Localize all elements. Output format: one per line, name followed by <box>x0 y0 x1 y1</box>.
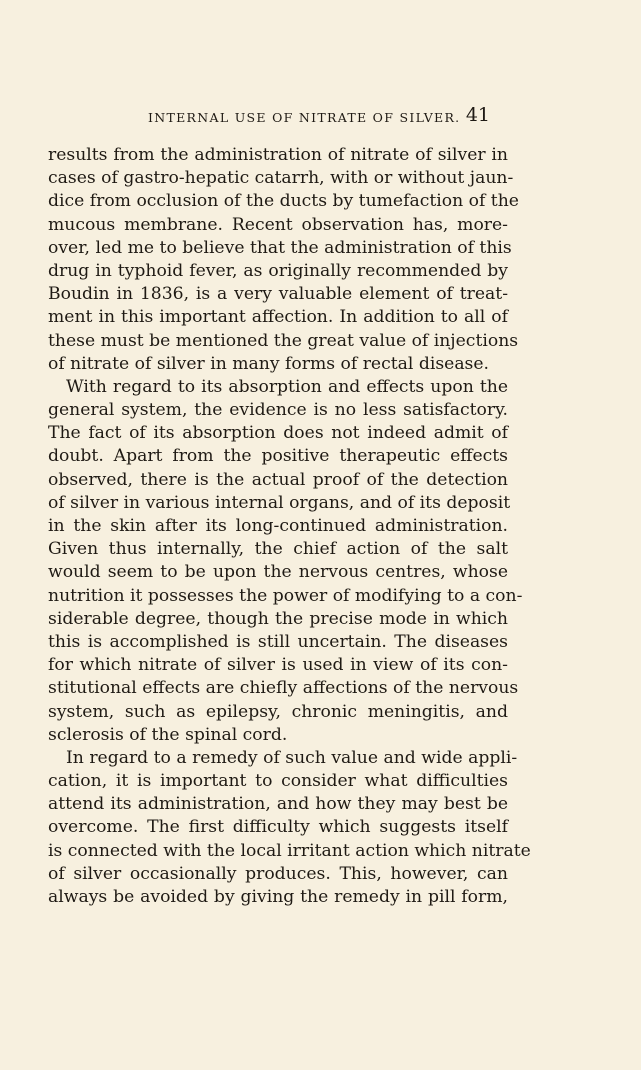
text-line: results from the administration of nitrate of silver in <box>48 145 508 165</box>
text-line: is connected with the local irritant action which nitrate <box>48 840 531 861</box>
text-line: Given thus internally, the chief action of the salt <box>48 539 508 560</box>
text-line: over, led me to believe that the administration of this <box>48 237 512 258</box>
text-line: for which nitrate of silver is used in view of its con- <box>48 655 508 676</box>
body-text <box>48 144 531 909</box>
page-number: 41 <box>465 104 490 126</box>
text-line: always be avoided by giving the remedy in pill form, <box>48 887 508 907</box>
text-line: siderable degree, though the precise mode in which <box>48 608 508 629</box>
text-line: of nitrate of silver in many forms of rectal disease. <box>48 353 490 374</box>
text-line: in the skin after its long-continued administration. <box>48 516 508 536</box>
text-line: Boudin in 1836, is a very valuable element of treat- <box>48 284 508 305</box>
text-line: nutrition it possesses the power of modifying to a con- <box>48 585 523 606</box>
text-line: sclerosis of the spinal cord. <box>48 724 288 745</box>
text-line: mucous membrane. Recent observation has, more- <box>48 214 508 235</box>
paragraph-start-line: With regard to its absorption and effects upon the <box>66 376 508 397</box>
text-line: cation, it is important to consider what difficulties <box>48 771 508 792</box>
text-line: observed, there is the actual proof of the detection <box>48 469 508 490</box>
text-line: this is accomplished is still uncertain. The diseases <box>48 631 508 652</box>
text-line: stitutional effects are chiefly affections of the nervous <box>48 678 519 699</box>
text-line: would seem to be upon the nervous centres, whose <box>48 562 508 583</box>
text-line: general system, the evidence is no less satisfactory. <box>48 400 508 421</box>
text-line: The fact of its absorption does not indeed admit of <box>48 423 508 444</box>
text-line: these must be mentioned the great value of injections <box>48 330 519 351</box>
text-line: cases of gastro-hepatic catarrh, with or without jaun- <box>48 168 514 189</box>
text-line: ment in this important affection. In addition to all of <box>48 307 508 328</box>
text-line: drug in typhoid fever, as originally recommended by <box>48 260 508 281</box>
text-line: dice from occlusion of the ducts by tumefaction of the <box>48 191 519 212</box>
text-line: system, such as epilepsy, chronic meningitis, and <box>48 701 508 722</box>
text-line: doubt. Apart from the positive therapeutic effects <box>48 446 508 467</box>
text-line: attend its administration, and how they may best be <box>48 794 508 815</box>
text-line: overcome. The first difficulty which suggests itself <box>48 817 508 838</box>
paragraph-start-line: In regard to a remedy of such value and wide appli- <box>66 747 518 768</box>
text-line: of silver in various internal organs, and of its deposit <box>48 492 511 513</box>
text-line: of silver occasionally produces. This, however, can <box>48 863 508 884</box>
running-head: INTERNAL USE OF NITRATE OF SILVER. <box>148 110 461 125</box>
